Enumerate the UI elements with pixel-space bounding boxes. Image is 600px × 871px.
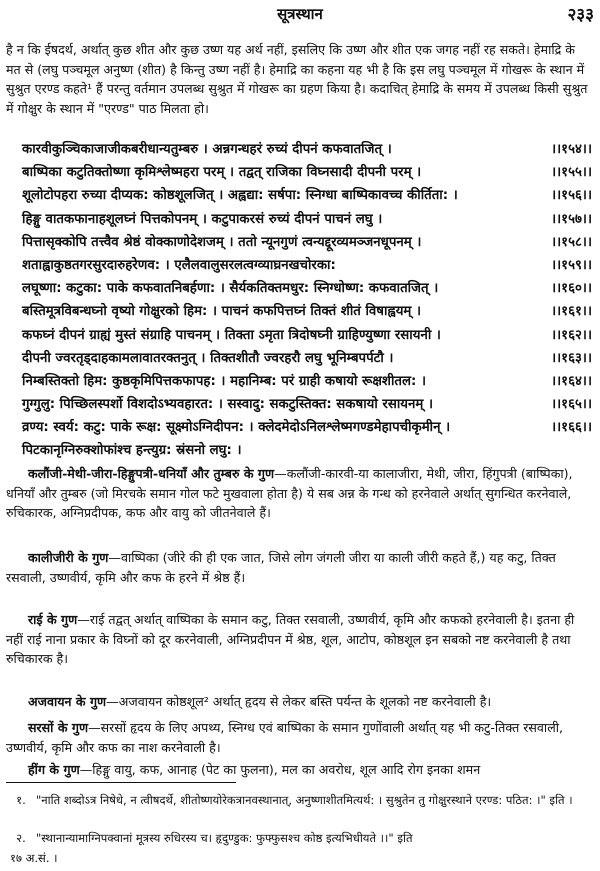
verse-text: शताह्वाकुष्ठतगरसुरदारुहरेणव: । एलैलवालुसरलत्वग्व्याघ्रनखचोरका: — [22, 257, 336, 273]
verse-text: बाष्पिका कटुतिक्तोष्णा कृमिश्लेष्महरा परम् । तद्वत् राजिका विघ्नसादी दीपनी परम् । — [22, 165, 422, 181]
verse-number: ।।१६०।। — [551, 281, 592, 297]
verse-text: शूलोटोपहरा रुच्या दीप्यक: कोष्ठशूलजित् । अह्वद्या: सर्षपा: स्निग्धा बाष्पिकावच्च कीर्तिता: । — [22, 188, 458, 204]
verse-text: पित्तासृक्कोपि तत्त्वैव श्रेष्ठं वोक्काणोदेशजम् । ततो न्यूनगुणं त्वन्यद्दूरव्यमञ्जनधूपनम् । — [22, 234, 422, 250]
verse-line — [6, 370, 592, 393]
commentary-text: —अजवायन कोष्ठशूल² अर्थात् हृदय से लेकर बस्ति पर्यन्त के शूलको नष्ट करनेवाली है। — [106, 694, 492, 709]
verse-line — [6, 277, 592, 300]
verse-text: गुग्गुलु: पिच्छिलस्पर्शो विशदोऽभ्यवहारत: । सस्वादु: सकटुस्तिक्त: सकषायो रसायनम् । — [22, 397, 434, 413]
footnote — [6, 830, 592, 847]
verse-number: ।।१५४।। — [551, 142, 592, 157]
commentary-paragraph — [6, 610, 592, 669]
commentary-paragraph — [6, 548, 592, 587]
verse-text: दीपनी ज्वरतृड्दाहकामलावातरक्तनुत् । तिक्तशीतौ ज्वरहरौ लघु भूनिम्बपर्पटौ । — [22, 350, 394, 366]
verse-text: व्रण्य: स्वर्य: कटु: पाके रूक्ष: सूक्ष्मोऽग्निदीपन: । क्लेदमेदोऽनिलश्लेष्मगण्डमेहापचीकृमीन् । — [22, 420, 451, 436]
commentary-paragraph — [6, 692, 592, 712]
commentary-paragraph — [6, 464, 592, 523]
verse-text: बस्तिमूत्रविबन्धघ्नो वृष्यो गोक्षुरको हिम: । पाचनं कफपित्तघ्नं तिक्तं शीतं विषाह्वयम् । — [22, 304, 422, 320]
section-heading: राई के गुण — [28, 612, 78, 627]
verse-number: ।।१६१।। — [551, 304, 592, 320]
verse-number: ।।१५५।। — [551, 165, 592, 181]
verse-number: ।।१६२।। — [551, 327, 592, 343]
footnote-text: "नाति शब्दोऽत्र निषेधे, न त्वीषदर्थे, शीतोष्णयोरेकत्रानवस्थानात्, अनुष्णाशीतमित्यर्थ: । सुश्रुतेन तु गोक्षुरस्थाने एरण्ड: पठित: ।" इति । — [36, 793, 573, 807]
page-number: २३३ — [567, 5, 594, 25]
verse-line — [6, 439, 592, 462]
verse-line — [6, 300, 592, 323]
commentary-text: —वाष्पिका (जीरे की ही एक जात, जिसे लोग जंगली जीरा या काली जीरी कहते हैं,) यह कटु, तिक्त रसवाली, उष्णवीर्य, कृमि और कफ के हरने में श्रेष्ठ हैं। — [6, 550, 556, 585]
verse-line — [6, 231, 592, 254]
verse-number: ।।१६६।। — [551, 420, 592, 436]
verse-number: ।।१५८।। — [551, 234, 592, 250]
verse-number: ।।१५६।। — [551, 188, 592, 204]
verse-line — [6, 416, 592, 439]
verse-line — [6, 208, 592, 231]
verse-text: हिङ्गु वातकफानाहशूलघ्नं पित्तकोपनम् । कटुपाकरसं रुच्यं दीपनं पाचनं लघु । — [22, 211, 383, 227]
verse-line — [6, 161, 592, 184]
footnote-divider — [6, 782, 236, 783]
commentary-paragraph — [6, 760, 592, 780]
verse-line — [6, 324, 592, 347]
commentary-text: —राई तद्वत् अर्थात् वाष्पिका के समान कटु, तिक्त रसवाली, उष्णवीर्य, कृमि और कफको हरनेवाली है। इतना ही नहीं राई नाना प्रकार के विघ्नों को दूर करनेवाली, अग्निप्रदीपन में श्रेष्ठ, शूल, आटोप, कोष्ठशूल इन सबको नष्ट करनेवाली है तथा रुचिकारक है। — [6, 612, 575, 666]
footnote — [6, 792, 592, 809]
verse-line — [6, 184, 592, 207]
verse-text: निम्बस्तिक्तो हिम: कुष्ठकृमिपित्तकफापह: । महानिम्ब: परं ग्राही कषायो रूक्षशीतल: । — [22, 373, 426, 389]
footnote-number: १. — [16, 793, 26, 807]
page-header — [0, 2, 600, 26]
section-heading: हींग के गुण — [28, 762, 80, 777]
commentary-text: —कलौंजी-कारवी-या कालाजीरा, मेथी, जीरा, हिंगुपत्री (बाष्पिका), धनियाँ और तुम्बरु (जो मिरचके समान गोल फटे मुखवाला होता है) ये सब अन्न के गन्ध को हरनेवाले अर्थात् सुगन्धित करनेवाले, रुचिकारक, अग्निप्रदीपक, कफ और वायु को जीतनेवाले हैं। — [6, 466, 573, 520]
section-heading: कलौंजी-मेथी-जीरा-हिङ्गुपत्री-धनियाँ और तुम्बरु के गुण — [28, 466, 275, 481]
verse-line — [6, 254, 592, 277]
section-heading: अजवायन के गुण — [28, 694, 107, 709]
verse-number: ।।१६३।। — [551, 350, 592, 366]
signature-mark: १७ अ.सं. । — [10, 851, 58, 865]
section-heading: सरसों के गुण — [28, 720, 89, 735]
verse-text: लघूष्णा: कटुका: पाके कफवातनिबर्हणा: । सैर्यकतिक्तमधुर: स्निग्धोष्ण: कफवातजित् । — [22, 281, 439, 297]
intro-paragraph: है न कि ईषदर्थ, अर्थात् कुछ शीत और कुछ उष्ण यह अर्थ नहीं, इसलिए कि उष्ण और शीत एक जगह नहीं रह सकते। हेमाद्रि के मत से (लघु पञ्चमूल अनुष्ण (शीत) है किन्तु उष्ण नहीं है। हेमाद्रि का कहना यह भी है कि इस लघु पञ्चमूल में गोखरू के स्थान में सुश्रुत एरण्ड कहते¹ हैं परन्तु वर्तमान उपलब्ध सुश्रुत में गोखरू का ग्रहण किया है। कदाचित् हेमाद्रि के समय में उपलब्ध किसी सुश्रुत में गोक्षुर के स्थान में "एरण्ड" पाठ मिलता हो। — [6, 42, 588, 116]
verse-number: ।।१५७।। — [551, 211, 592, 227]
verse-text: पिटकानृग्निरुक्शोफांश्च हन्त्युग्र: स्रंसनो लघु: । — [22, 443, 242, 459]
verse-number: ।।१५९।। — [551, 257, 592, 273]
verse-line — [6, 347, 592, 370]
footnote-number: २. — [16, 831, 26, 845]
verse-text: कारवीकुञ्चिकाजाजीकबरीधान्यतुम्बरु । अन्नगन्धहरं रुच्यं दीपनं कफवातजित् । — [22, 142, 392, 157]
verse-number: ।।१६४।। — [551, 373, 592, 389]
verse-line — [6, 393, 592, 416]
verse-block — [6, 138, 592, 463]
verse-number: ।।१६५।। — [551, 397, 592, 413]
verse-text: कफघ्नं दीपनं ग्राह्यं मुस्तं संग्राहि पाचनम् । तिक्ता ऽमृता त्रिदोषघ्नी ग्राहिण्युष्णा रसायनी । — [22, 327, 441, 343]
section-heading: कालीजीरी के गुण — [28, 550, 109, 565]
commentary-text: —सरसों हृदय के लिए अपथ्य, स्निग्ध एवं बाष्पिका के समान गुणोंवाली अर्थात् यह भी कटु-तिक्त रसवाली, उष्णवीर्य, कृमि और कफ का नाश करनेवाली है। — [6, 720, 563, 755]
commentary-text: —हिङ्गु वायु, कफ, आनाह (पेट का फुलना), मल का अवरोध, शूल आदि रोग इनका शमन — [79, 762, 481, 777]
verse-line — [6, 138, 592, 161]
running-title: सूत्रस्थान — [277, 5, 323, 23]
commentary-paragraph — [6, 718, 592, 757]
footnote-text: "स्थानान्यामाग्निपक्वानां मूत्रस्य रुधिरस्य च। हृदुण्डुक: फुफ्फुसश्च कोष्ठ इत्यभिधीयते ।।" इति — [36, 831, 413, 845]
